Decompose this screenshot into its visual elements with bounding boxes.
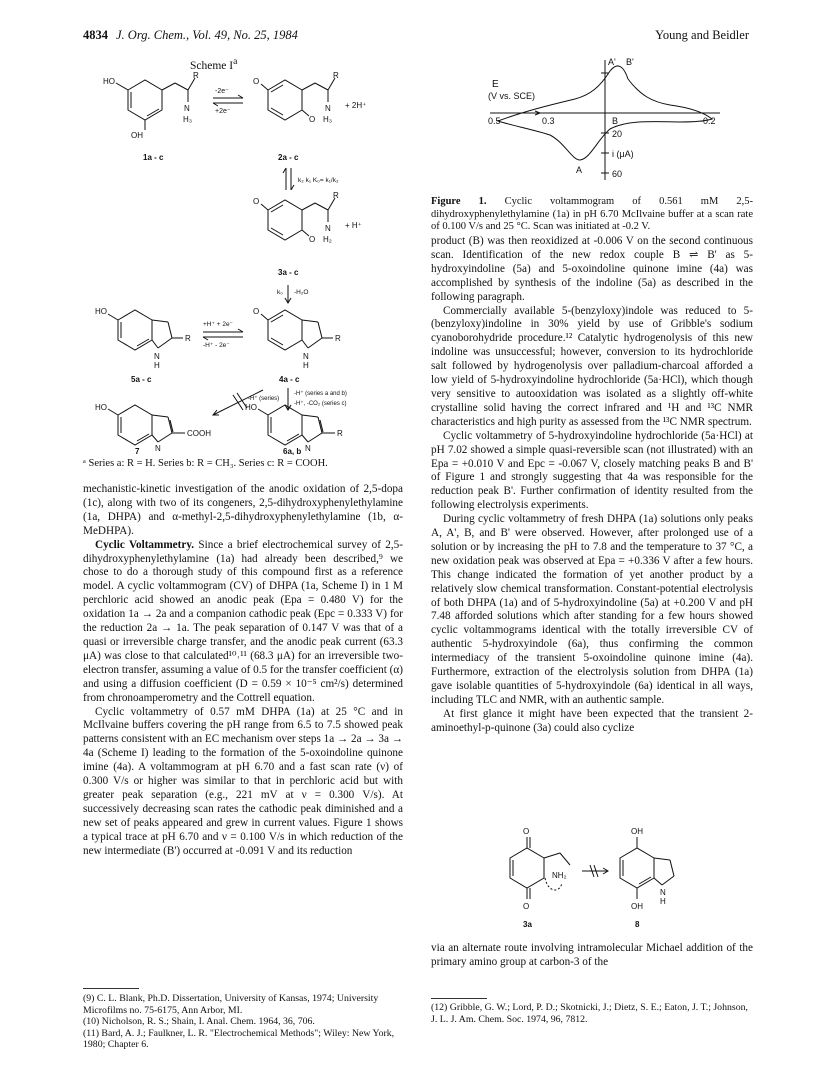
scheme-footnote: ᵃ Series a: R = H. Series b: R = CH₃. Series c: R = COOH. — [83, 458, 328, 469]
tick-label-60: 60 — [612, 169, 623, 179]
label-h3-1: H₃ — [183, 115, 193, 124]
compound-label-2a: 2a - c — [278, 153, 299, 162]
label-k0: k₀ — [277, 289, 283, 296]
label-h-4a: H — [303, 361, 309, 370]
equilibrium-arrow-5-4 — [203, 329, 243, 340]
label-n-8: N — [660, 888, 666, 897]
inline-scheme-3a-8 — [490, 823, 700, 933]
crossed-arrow-3a-8 — [582, 865, 608, 877]
footnote-12: (12) Gribble, G. W.; Lord, P. D.; Skotnicki, J.; Dietz, S. E.; Eaton, J. T.; Johnson, J. L. J. Am. Chem. Soc. 1974, 96, 7812. — [431, 1002, 748, 1025]
label-o-top-3a: O — [523, 827, 530, 836]
compound-label-3a-inline: 3a — [523, 920, 532, 929]
right-paragraph-3: Cyclic voltammetry of 5-hydroxyindoline hydrochloride (5a·HCl) at pH 7.02 showed a simple quasi-reversible scan (not illustrated) with an Epa = +0.010 V and Epc = -0.067 V, closely matching peaks B and B' of Figure 1 and strongly suggesting that 4a was responsible for the reduction peak B'. Further confirmation of identity resulted from the following electrolysis experiments. — [431, 429, 753, 512]
label-o-bottom-3a: O — [523, 902, 530, 911]
label-nh2-3a: NH₂ — [552, 871, 567, 880]
label-h-8: H — [660, 897, 666, 906]
label-n-2a: N — [325, 104, 331, 113]
label-k-constants: k₂ k₁ K₀= k₁/k₂ — [298, 177, 339, 184]
running-header-left — [83, 28, 298, 43]
label-o-3a: O — [253, 197, 260, 206]
compound-label-1a: 1a - c — [143, 153, 164, 162]
figure-1-voltammogram — [480, 55, 740, 185]
footnotes-left — [83, 993, 403, 1051]
compound-2a — [261, 78, 335, 120]
scheme-svg — [83, 70, 403, 455]
label-r-6: R — [337, 429, 343, 438]
footnote-rule-left — [83, 988, 139, 989]
label-o-4a: O — [253, 307, 260, 316]
label-ho-5a: HO — [95, 307, 107, 316]
figure-1-caption-text: Cyclic voltammogram of 0.561 mM 2,5-dihydroxyphenylethylamine (1a) in pH 6.70 McIlvaine buffer at a scan rate of 0.100 V/s and 25 °C. Scan was initiated at -0.2 V. — [431, 196, 753, 232]
label-series-ab: -H⁺ (series a and b) — [294, 391, 347, 397]
compound-7 — [108, 405, 185, 445]
section-heading-cyclic-voltammetry: Cyclic Voltammetry. — [95, 538, 195, 551]
peak-label-a-prime: A' — [608, 57, 616, 67]
footnote-10: (10) Nicholson, R. S.; Shain, I. Anal. Chem. 1964, 36, 706. — [83, 1016, 315, 1028]
right-paragraph-6: via an alternate route involving intramolecular Michael addition of the primary amino group at carbon-3 of the — [431, 942, 753, 968]
right-column-text — [431, 235, 753, 736]
label-oh-bottom-8: OH — [631, 902, 643, 911]
tick-label-05: 0.5 — [488, 116, 501, 126]
compound-3a-cyclization — [510, 837, 570, 899]
label-o-3a-bottom: O — [309, 235, 316, 244]
label-r-4a: R — [335, 334, 341, 343]
label-o-2a-bottom: O — [309, 115, 316, 124]
footnote-9: (9) C. L. Blank, Ph.D. Dissertation, University of Kansas, 1974; University Microfilms no. 75-6175, Ann Arbor, MI. — [83, 993, 379, 1016]
right-paragraph-1: product (B) was then reoxidized at -0.006 V on the second continuous scan. Identification of the new redox couple B ⇌ B' as 5-hydroxyindoline (5a) and 5-oxoindoline quinone imine (4a) was accomplished by synthesis of the indoline (5a) as described in the following paragraph. — [431, 235, 753, 303]
label-minus-h-series: -H⁺ (series) — [248, 396, 280, 402]
figure-1-label: Figure 1. — [431, 196, 487, 207]
tick-label-03: 0.3 — [542, 116, 555, 126]
label-n-1: N — [184, 104, 190, 113]
label-plus2h: + 2H⁺ — [345, 101, 367, 110]
label-plus2e: +2e⁻ — [215, 108, 231, 115]
compound-label-8-inline: 8 — [635, 920, 640, 929]
label-r-2a: R — [333, 71, 339, 80]
compound-3a — [261, 198, 335, 240]
label-plus-h2e: +H⁺ + 2e⁻ — [203, 321, 233, 328]
axis-label-e: E — [492, 79, 499, 90]
axis-label-evs: (V vs. SCE) — [488, 91, 536, 101]
footnote-11: (11) Bard, A. J.; Faulkner, L. R. "Electrochemical Methods"; Wiley: New York, 1980; Chapter 6. — [83, 1027, 395, 1051]
peak-label-b-prime: B' — [626, 57, 634, 67]
equilibrium-arrow-2-3 — [283, 168, 294, 190]
running-header-authors: Young and Beidler — [655, 28, 749, 42]
figure-1-caption — [431, 196, 753, 234]
footnote-rule-right — [431, 998, 487, 999]
left-column-text — [83, 483, 403, 858]
label-ho-6: HO — [245, 403, 257, 412]
left-paragraph-1: mechanistic-kinetic investigation of the anodic oxidation of 2,5-dopa (1c), along with two of its congeners, 2,5-dihydroxyphenylethylamine (1a, DHPA) and α-methyl-2,5-dihydroxyphenylethylamine (1b, α-MeDHPA). — [83, 483, 403, 537]
peak-label-b: B — [612, 116, 619, 126]
inline-scheme-svg — [490, 823, 700, 933]
label-nh-6: N — [305, 444, 311, 453]
figure-1-svg — [480, 55, 740, 185]
journal-citation: J. Org. Chem., Vol. 49, No. 25, 1984 — [116, 28, 298, 42]
compound-label-3a: 3a - c — [278, 268, 299, 277]
tick-label-m02: -0.2 — [700, 116, 716, 126]
compound-label-5a: 5a - c — [131, 375, 152, 384]
page-number: 4834 — [83, 28, 108, 42]
label-r-1: R — [193, 71, 199, 80]
label-cooh-7: COOH — [187, 429, 211, 438]
tick-label-20: 20 — [612, 129, 623, 139]
right-paragraph-4: During cyclic voltammetry of fresh DHPA (1a) solutions only peaks A, A', B, and B' were observed. However, after prolonged use of a solution or by increasing the pH to 7.8 and the temperature to 37 °C, a new oxidation peak was observed at Epa = +0.336 V after a few hours. This change indicated the formation of yet another product by a relatively slow chemical transformation. Constant-potential electrolysis of both DHPA (1a) and of 5-hydroxyindoline (5a) at +0.200 V and pH 7.48 afforded solutions which after standing for a few hours showed cyclic voltammograms identical with the totally irreversible CV of authentic 5-hydroxyindole (6a), thus confirming the common intermediacy of the transient 5-oxoindoline quinone imine (4a). Furthermore, extraction of the electrolysis solution from DHPA (1a) gave isolable quantities of 5-hydroxyindole (6a) identical in all ways, including TLC and NMR, with an authentic sample. — [431, 513, 753, 706]
footnotes-right — [431, 1002, 753, 1025]
label-n-4a: N — [303, 352, 309, 361]
label-r-5a: R — [185, 334, 191, 343]
label-nh-7: N — [155, 444, 161, 453]
compound-5a — [108, 310, 183, 350]
left-paragraph-2 — [83, 539, 403, 706]
label-h-5a: H — [154, 361, 160, 370]
right-paragraph-2: Commercially available 5-(benzyloxy)indole was reduced to 5-(benzyloxy)indoline in 30% yield by use of Gribble's sodium cyanoborohydride procedure.¹² Catalytic hydrogenolysis of this new indoline was unsuccessful; however, conversion to its hydrochloride salt followed by hydrogenolysis over palladium-charcoal afforded a low yield of 5-hydroxyindoline hydrochloride (5a·HCl), which though very sensitive to autooxidation was isolated as a slightly off-white crystalline solid having the correct infrared and ¹H and ¹³C NMR characteristics and high purity as assessed from the ¹³C NMR spectrum. — [431, 304, 753, 428]
left-paragraph-3: Cyclic voltammetry of 0.57 mM DHPA (1a) at 25 °C and in McIlvaine buffers covering the pH range from 6.5 to 7.5 showed peak patterns consistent with an EC mechanism over steps 1a → 2a → 3a → 4a (Scheme I) leading to the formation of the 5-oxoindoline quinone imine (4a). A voltammogram at pH 6.70 and a fast scan rate (ν) of 0.300 V/s or higher was similar to that in perchloric acid but with greater peak separation (e.g., 221 mV at ν = 0.300 V/s). At successively decreasing scan rates the cathodic peak diminished and a new set of peaks appeared and grew in current values. Figure 1 shows a typical trace at pH 6.70 and ν = 0.100 V/s in which reduction of the new intermediate (B') occurred at -0.091 V and its reduction — [83, 705, 403, 857]
compound-label-7: 7 — [135, 447, 140, 455]
right-paragraph-5: At first glance it might have been expected that the transient 2-aminoethyl-p-quinone (3a) could also cyclize — [431, 707, 753, 734]
label-oh-top-8: OH — [631, 827, 643, 836]
scheme-title: Scheme $I^a$ — [190, 56, 238, 72]
label-minus-h2o: -H₂O — [294, 289, 309, 296]
label-series-c: -H⁺, -CO₂ (series c) — [294, 401, 347, 407]
label-o-2a: O — [253, 77, 260, 86]
label-minus2e: -2e⁻ — [215, 88, 229, 95]
compound-4a — [261, 310, 333, 350]
compound-label-6: 6a, b — [283, 447, 302, 455]
label-ho-7: HO — [95, 403, 107, 412]
label-h3-2a: H₃ — [323, 115, 333, 124]
label-ho-1: HO — [103, 77, 115, 86]
compound-label-4a: 4a - c — [279, 375, 300, 384]
compound-8 — [620, 837, 674, 899]
label-r-3a: R — [333, 191, 339, 200]
peak-label-a: A — [576, 165, 583, 175]
label-oh-1: OH — [131, 131, 143, 140]
label-n-5a: N — [154, 352, 160, 361]
axis-label-i: i (μA) — [612, 149, 634, 159]
left-paragraph-2-text: Since a brief electrochemical survey of 2,5-dihydroxyphenylethylamine (1a) had already been described,⁹ we chose to do a thorough study of this compound first as a reference model. A cyclic voltammogram (CV) of DHPA (1a, Scheme I) in 1 M perchloric acid showed an anodic peak (Epa = 0.480 V) for the oxidation 1a → 2a and a companion cathodic peak (Epc = 0.333 V) for the reduction 2a → 1a. The peak separation of 0.147 V was that of a quasi or irreversible charge transfer, and the anodic peak current (63.3 μA) was close to that calculated¹⁰˒¹¹ (68.3 μA) for an irreversible two-electron transfer, assuming a value of 0.5 for the transfer coefficient (α) and using a diffusion coefficient (D = 0.59 × 10⁻⁵ cm²/s) determined from chronoamperometry and the Cottrell equation. — [83, 538, 403, 704]
equilibrium-arrow-1-2 — [213, 95, 243, 106]
scheme-1-diagram — [83, 70, 403, 455]
arrow-3-4 — [285, 285, 291, 303]
label-plush: + H⁺ — [345, 221, 362, 230]
label-minus-h2e: -H⁺ - 2e⁻ — [203, 342, 230, 349]
label-h2-3a: H₂ — [323, 235, 332, 244]
compound-6 — [258, 405, 335, 445]
label-n-3a: N — [325, 224, 331, 233]
right-column-continuation — [431, 942, 753, 970]
